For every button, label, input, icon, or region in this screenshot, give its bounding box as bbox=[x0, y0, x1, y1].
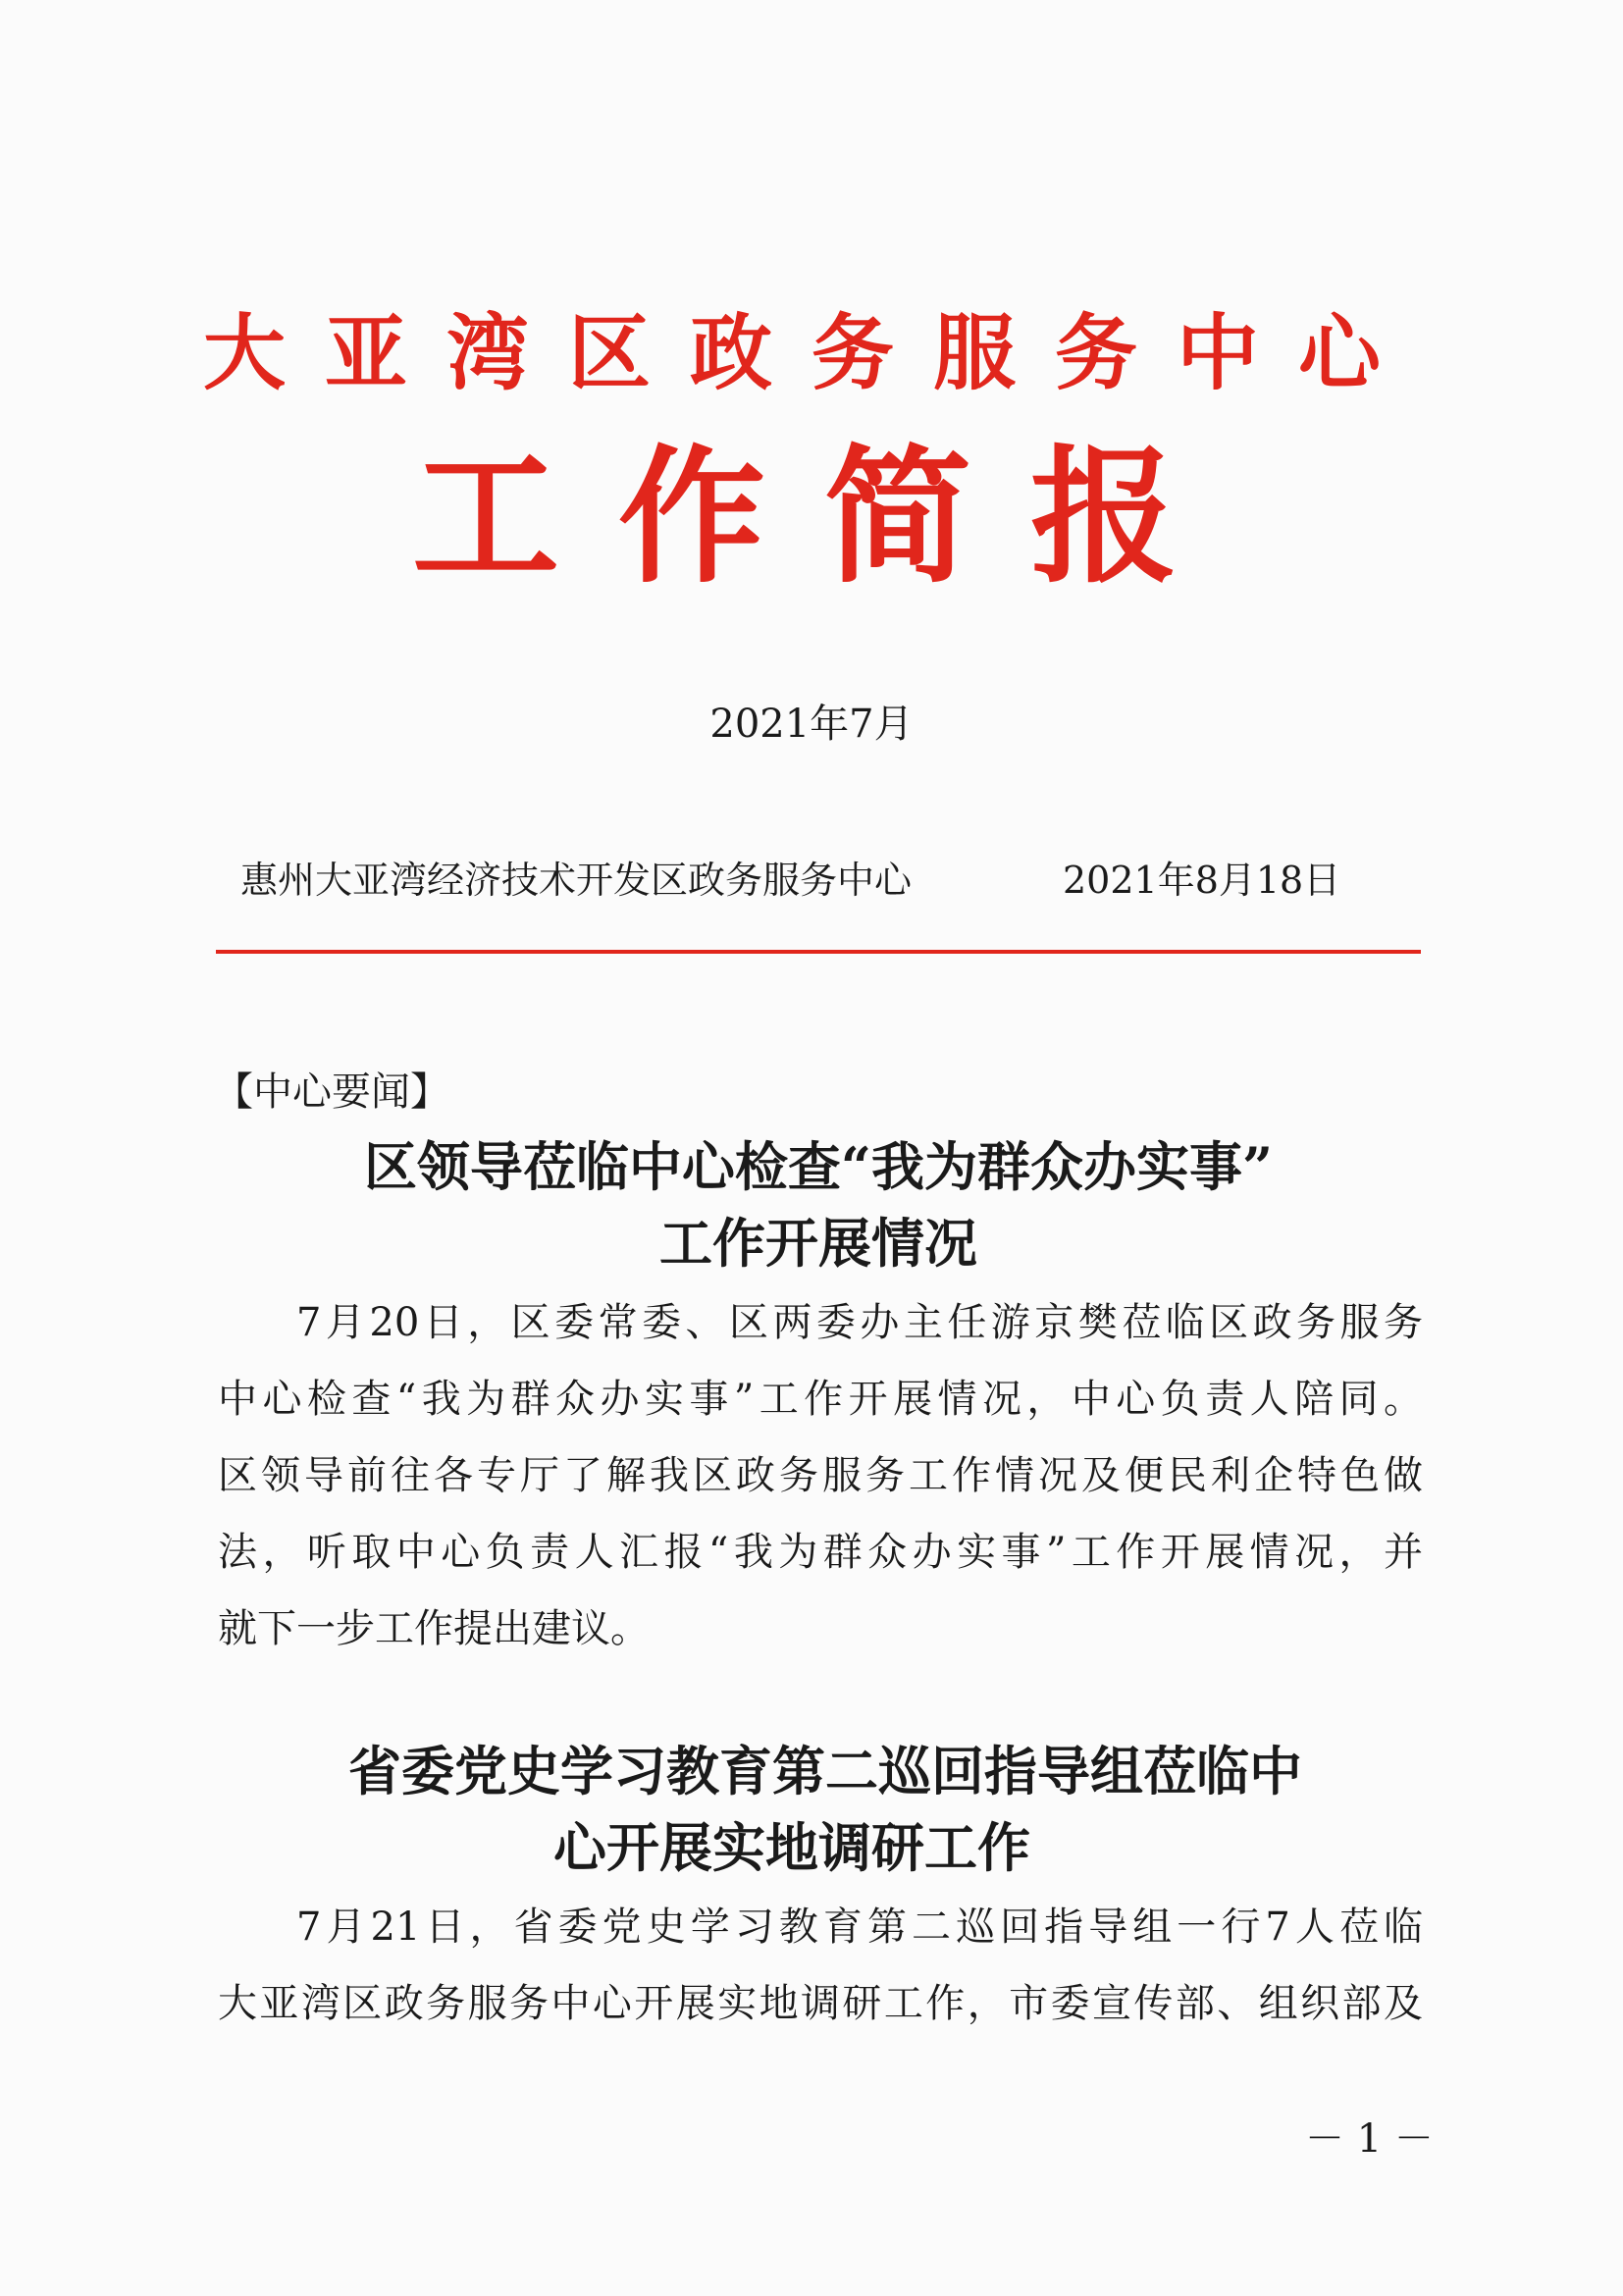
publication-title: 工作简报 bbox=[412, 431, 1237, 603]
page-number: － 1 － bbox=[1305, 2116, 1434, 2162]
article-1-title-line-2: 工作开展情况 bbox=[659, 1212, 977, 1275]
article-2-body-line-2: 大亚湾区政务服务中心开展实地调研工作，市委宣传部、组织部及 bbox=[218, 1981, 1423, 2026]
article-2-title-line-2: 心开展实地调研工作 bbox=[553, 1816, 1030, 1879]
section-tag: 【中心要闻】 bbox=[214, 1070, 449, 1115]
organization-title: 大亚湾区政务服务中心 bbox=[202, 304, 1420, 401]
publisher-name: 惠州大亚湾经济技术开发区政务服务中心 bbox=[240, 859, 913, 902]
article-1-title-line-1: 区领导莅临中心检查“我为群众办实事” bbox=[363, 1135, 1274, 1198]
article-2-body-line-1: 7月21日，省委党史学习教育第二巡回指导组一行7人莅临 bbox=[296, 1905, 1423, 1950]
article-2-title-line-1: 省委党史学习教育第二巡回指导组莅临中 bbox=[348, 1740, 1302, 1802]
header-divider bbox=[216, 950, 1421, 954]
article-1-body-line-1: 7月20日，区委常委、区两委办主任游京樊莅临区政务服务 bbox=[296, 1300, 1423, 1345]
publisher-row bbox=[240, 859, 1398, 902]
publish-date: 2021年8月18日 bbox=[1063, 859, 1341, 902]
article-1-body-line-5: 就下一步工作提出建议。 bbox=[218, 1606, 650, 1651]
issue-date: 2021年7月 bbox=[709, 702, 914, 747]
article-1-body-line-2: 中心检查“我为群众办实事”工作开展情况，中心负责人陪同。 bbox=[218, 1377, 1423, 1422]
article-1-body-line-3: 区领导前往各专厅了解我区政务服务工作情况及便民利企特色做 bbox=[218, 1453, 1423, 1498]
article-1-body-line-4: 法，听取中心负责人汇报“我为群众办实事”工作开展情况，并 bbox=[218, 1530, 1423, 1575]
